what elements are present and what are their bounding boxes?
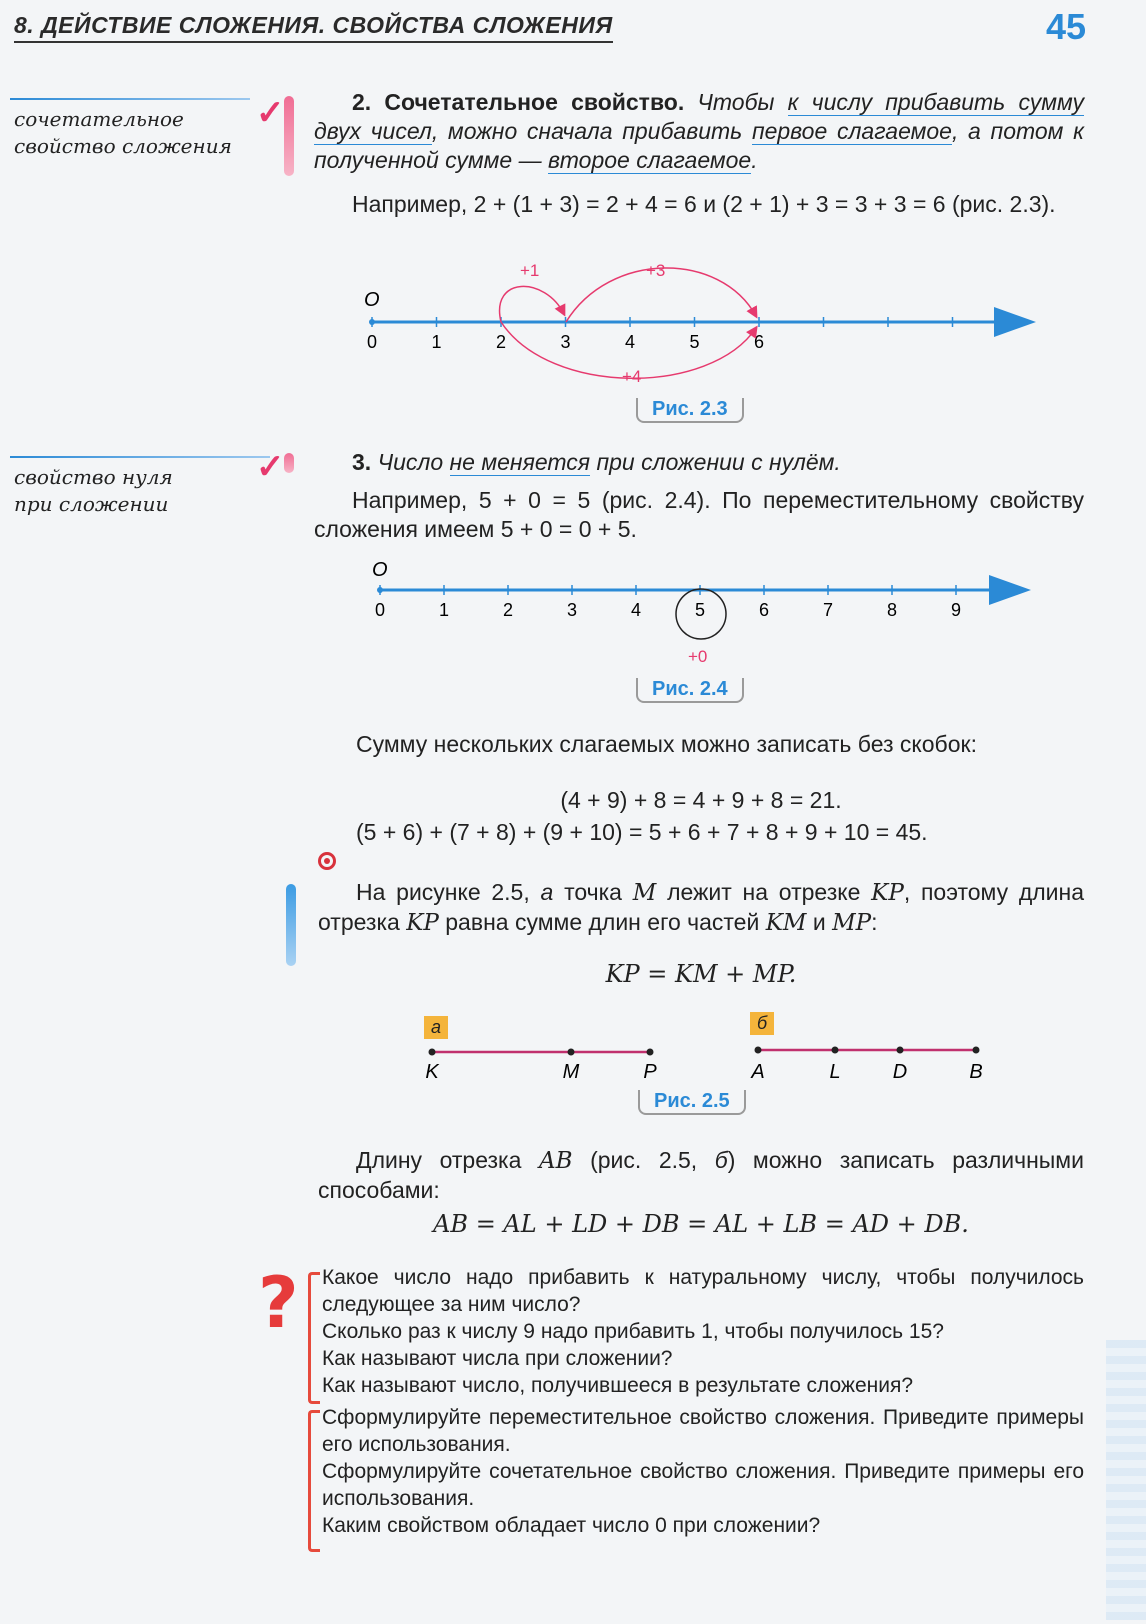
sum-equation-2: (5 + 6) + (7 + 8) + (9 + 10) = 5 + 6 + 7 + 8 + 9 + 10 = 45. — [356, 819, 928, 845]
point-M — [568, 1049, 575, 1056]
question-item: Как называют число, получившееся в результате сложения? — [322, 1374, 914, 1397]
associative-rule: 2. Сочетательное свойство. Чтобы к числу прибавить сумму двух чисел, можно сначала прибавить первое слагаемое, а потом к полученной сумме — второе слагаемое. — [314, 89, 1084, 173]
figure-label-2-5: Рис. 2.5 — [638, 1090, 746, 1115]
point-B — [973, 1047, 980, 1054]
question-item: Как называют числа при сложении? — [322, 1347, 673, 1370]
question-item: Каким свойством обладает число 0 при сложении? — [322, 1514, 821, 1537]
sums-intro: Сумму нескольких слагаемых можно записать без скобок: — [356, 731, 977, 757]
tick-label-0: 0 — [366, 332, 378, 352]
figure-2-4 — [360, 552, 1050, 677]
label-plus4: +4 — [622, 367, 642, 386]
check-icon: ✓ — [256, 448, 285, 486]
point-A — [755, 1047, 762, 1054]
margin-rule — [10, 456, 270, 458]
origin-dot — [377, 587, 383, 593]
point-label-A: A — [751, 1061, 765, 1083]
point-K — [429, 1049, 436, 1056]
segment-paragraph: На рисунке 2.5, а точка M лежит на отрезке KP, поэтому длина отрезка KP равна сумме длин его частей KM и MP: — [318, 879, 1085, 936]
question-item: Какое число надо прибавить к натуральному числу, чтобы получилось следующее за ним число? — [322, 1266, 1084, 1316]
tick-label-3: 3 — [566, 600, 578, 620]
label-plus0: +0 — [688, 647, 708, 666]
label-plus1: +1 — [520, 261, 540, 280]
tick-label-6: 6 — [758, 600, 770, 620]
question-bracket — [308, 1272, 320, 1404]
tick-label-1: 1 — [438, 600, 450, 620]
tick-label-4: 4 — [624, 332, 636, 352]
target-icon — [318, 852, 336, 870]
rule-marker — [284, 453, 294, 473]
note-marker — [286, 884, 296, 966]
tick-label-7: 7 — [822, 600, 834, 620]
tick-label-9: 9 — [950, 600, 962, 620]
example-zero: Например, 5 + 0 = 5 (рис. 2.4). По переместительному свойству сложения имеем 5 + 0 = 0 + 5. — [314, 487, 1084, 542]
formula-kp: KP = KM + MP. — [605, 960, 797, 988]
arc-plus1 — [500, 286, 564, 322]
margin-term-zero: свойство нуля при сложении — [14, 465, 173, 516]
label-plus3: +3 — [646, 261, 666, 280]
margin-rule — [10, 98, 250, 100]
margin-term-associative: сочетательное свойство сложения — [14, 107, 232, 158]
tick-label-4: 4 — [630, 600, 642, 620]
check-icon: ✓ — [256, 94, 285, 132]
page-number: 45 — [1045, 6, 1086, 47]
question-bracket — [308, 1410, 320, 1552]
figure-2-5 — [410, 1036, 1020, 1092]
zero-rule: 3. Число не меняется при сложении с нулём. — [352, 449, 841, 475]
point-P — [647, 1049, 654, 1056]
point-label-K: K — [425, 1061, 439, 1083]
questions-group-1 — [322, 1264, 1084, 1399]
point-D — [897, 1047, 904, 1054]
tag-a: а — [424, 1016, 448, 1039]
origin-dot — [369, 319, 375, 325]
question-item: Сформулируйте сочетательное свойство сложения. Приведите примеры его использования. — [322, 1460, 1084, 1510]
formula-ab: AB = AL + LD + DB = AL + LB = AD + DB. — [433, 1210, 969, 1238]
question-item: Сформулируйте переместительное свойство сложения. Приведите примеры его использования. — [322, 1406, 1084, 1456]
question-item: Сколько раз к числу 9 надо прибавить 1, чтобы получилось 15? — [322, 1320, 944, 1343]
tick-label-5: 5 — [694, 600, 706, 620]
point-label-D: D — [892, 1061, 908, 1083]
origin-label: O — [372, 559, 388, 581]
origin-label: O — [364, 289, 380, 311]
chapter-title: 8. ДЕЙСТВИЕ СЛОЖЕНИЯ. СВОЙСТВА СЛОЖЕНИЯ — [14, 12, 613, 43]
example-associative: Например, 2 + (1 + 3) = 2 + 4 = 6 и (2 + 1) + 3 = 3 + 3 = 6 (рис. 2.3). — [352, 191, 1056, 217]
question-mark-icon: ? — [258, 1262, 299, 1344]
tick-label-1: 1 — [431, 332, 442, 352]
sum-equation-1: (4 + 9) + 8 = 4 + 9 + 8 = 21. — [560, 787, 842, 813]
rule-marker — [284, 96, 294, 176]
point-label-L: L — [829, 1061, 841, 1083]
tick-label-2: 2 — [495, 332, 507, 352]
point-label-B: B — [969, 1061, 983, 1083]
ab-paragraph: Длину отрезка AB (рис. 2.5, б) можно записать различными способами: — [318, 1147, 1084, 1203]
point-L — [832, 1047, 839, 1054]
figure-label-2-4: Рис. 2.4 — [636, 678, 744, 703]
point-label-M: M — [562, 1061, 580, 1083]
tick-label-0: 0 — [374, 600, 386, 620]
tick-label-5: 5 — [689, 332, 700, 352]
questions-group-2 — [322, 1404, 1084, 1539]
tick-label-8: 8 — [886, 600, 898, 620]
tick-label-2: 2 — [502, 600, 514, 620]
page-decoration — [1106, 1340, 1146, 1620]
point-label-P: P — [643, 1061, 657, 1083]
figure-label-2-3: Рис. 2.3 — [636, 398, 744, 423]
tag-b: б — [750, 1012, 774, 1035]
tick-label-3: 3 — [560, 332, 571, 352]
tick-label-6: 6 — [753, 332, 765, 352]
